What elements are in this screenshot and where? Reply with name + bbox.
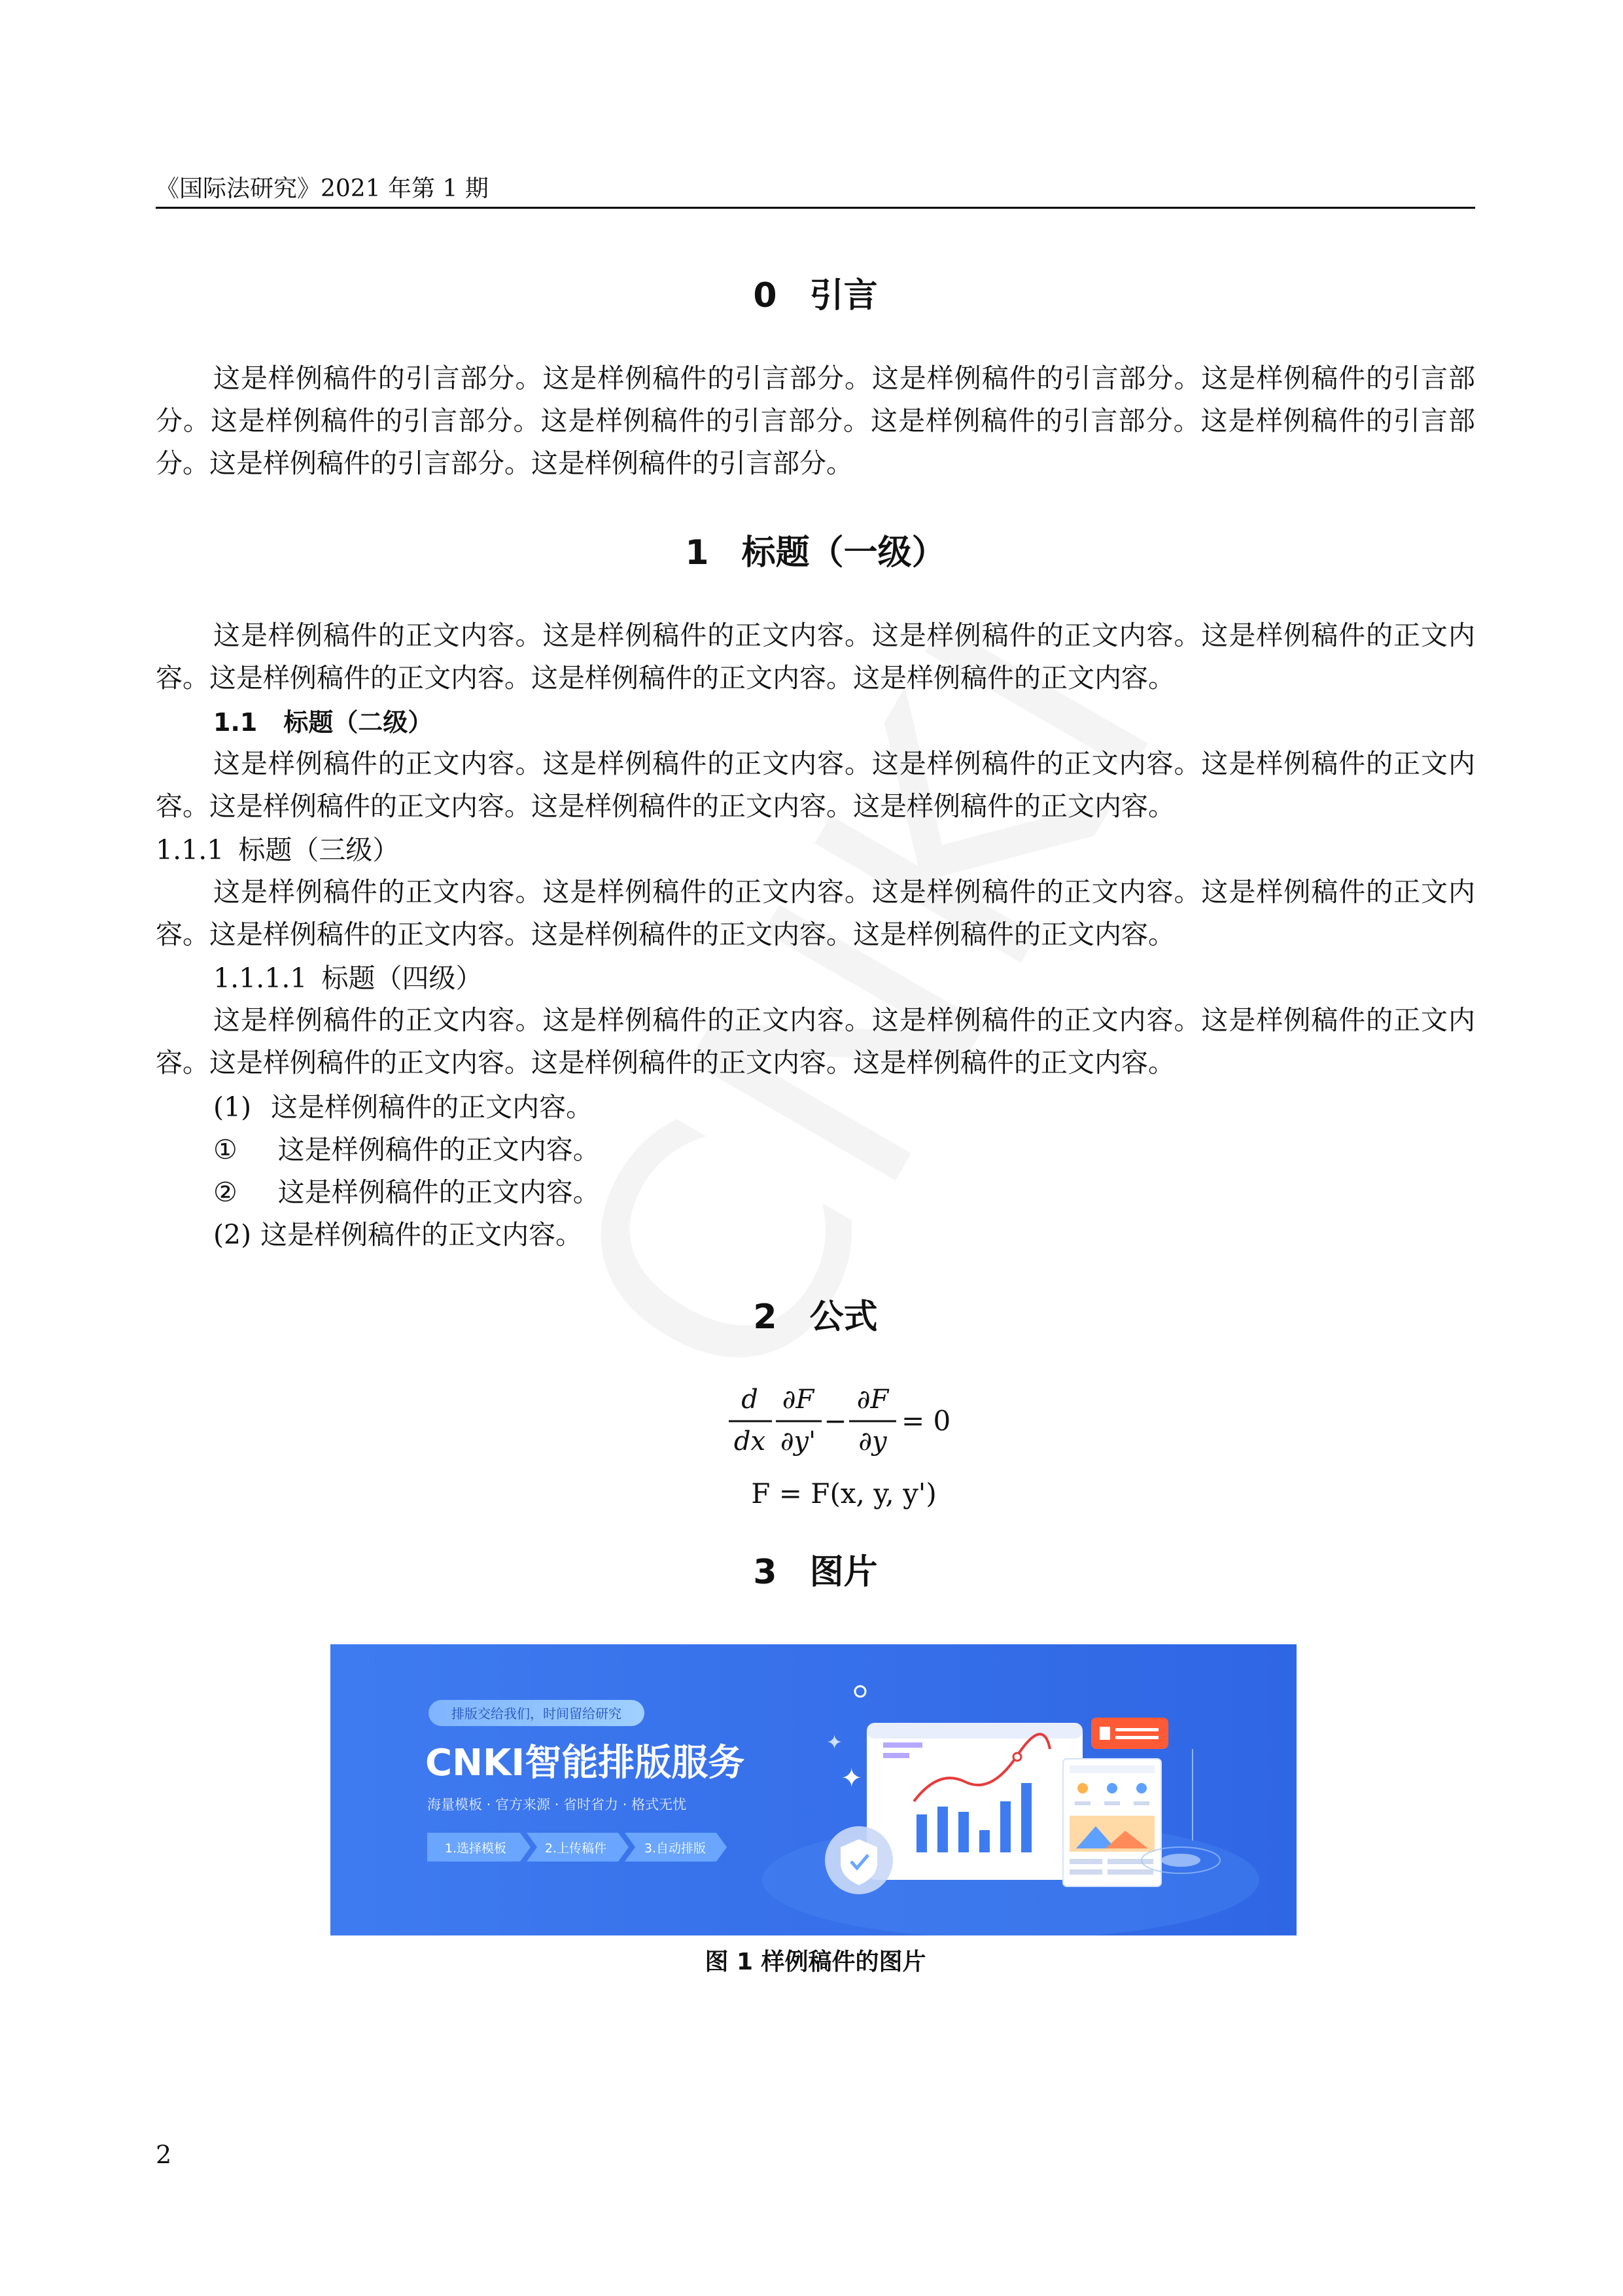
- badge-line: [1115, 1728, 1159, 1731]
- formula-dF2: ∂F: [856, 1385, 889, 1415]
- doc-line: [1070, 1765, 1155, 1773]
- subsection-heading-4: [213, 957, 482, 1000]
- section-heading-1: [156, 530, 1475, 576]
- formula-minus: −: [824, 1405, 847, 1437]
- doc-dot: [1136, 1783, 1147, 1793]
- formula-dy1: ∂y': [780, 1426, 816, 1457]
- badge-line: [1115, 1736, 1159, 1739]
- section-number: 0: [753, 276, 777, 315]
- list-item: [213, 1086, 593, 1129]
- doc-dot: [1077, 1783, 1088, 1793]
- chart-legend-mark: [883, 1742, 922, 1748]
- doc-line: [1070, 1869, 1102, 1875]
- heading-title: 标题（二级）: [283, 708, 433, 737]
- tagline: 排版交给我们，时间留给研究: [451, 1706, 621, 1722]
- section-title: 公式: [809, 1298, 878, 1337]
- chart-bar: [958, 1812, 969, 1852]
- doc-line: [1134, 1801, 1149, 1805]
- monitor-bar: [867, 1723, 1083, 1739]
- heading-number: 1.1: [213, 708, 258, 737]
- cnki-banner-figure: [330, 1644, 1297, 1935]
- heading-number: 1.1.1: [156, 834, 224, 866]
- subsection-heading-2: [213, 701, 432, 744]
- doc-line: [1108, 1869, 1153, 1875]
- chart-bar: [937, 1807, 948, 1852]
- heading-title: 标题（四级）: [321, 963, 483, 994]
- formula-rhs: = 0: [901, 1405, 951, 1437]
- list-marker: (2): [213, 1219, 252, 1250]
- list-marker: ②: [213, 1176, 237, 1208]
- chart-bar: [979, 1830, 990, 1852]
- figure-caption: 图 1 样例稿件的图片: [705, 1949, 926, 1975]
- subsection-heading-3: [156, 829, 399, 872]
- list-item: [213, 1129, 600, 1171]
- chart-bar: [1021, 1783, 1032, 1852]
- step-label: 3.自动排版: [644, 1841, 707, 1856]
- section-number: 3: [753, 1553, 777, 1592]
- list-text: 这是样例稿件的正文内容。: [260, 1219, 583, 1250]
- formula-d: d: [741, 1385, 758, 1415]
- page-number: 2: [156, 2140, 172, 2169]
- chart-bar: [1000, 1801, 1011, 1852]
- list-item: [213, 1171, 600, 1214]
- doc-dot: [1107, 1783, 1117, 1793]
- doc-line: [1075, 1801, 1091, 1805]
- section-title: 图片: [809, 1553, 878, 1592]
- euler-lagrange-formula: [720, 1382, 968, 1519]
- sparkle-star: ✦: [841, 1763, 863, 1793]
- heading-title: 标题（三级）: [238, 834, 400, 866]
- doc-line: [1104, 1801, 1120, 1805]
- section-title: 标题（一级）: [741, 533, 946, 573]
- orbit-core: [1161, 1854, 1200, 1867]
- banner-title: CNKI智能排版服务: [425, 1742, 745, 1784]
- badge-icon: [1100, 1727, 1110, 1740]
- section-heading-3: [156, 1549, 1475, 1595]
- formula-dy2: ∂y: [858, 1426, 887, 1457]
- body-paragraph-4: 这是样例稿件的正文内容。这是样例稿件的正文内容。这是样例稿件的正文内容。这是样例稿件的正文内容。这是样例稿件的正文内容。这是样例稿件的正文内容。这是样例稿件的正文内容。: [156, 1004, 1475, 1078]
- steps-group: [427, 1833, 727, 1862]
- list-text: 这是样例稿件的正文内容。: [271, 1091, 593, 1123]
- doc-line: [1070, 1859, 1102, 1864]
- doc-line: [1108, 1859, 1153, 1864]
- formula-dx: dx: [733, 1426, 766, 1457]
- formula-line-2: F = F(x, y, y'): [751, 1477, 937, 1510]
- section-title: 引言: [809, 276, 878, 315]
- body-paragraph-1: 这是样例稿件的正文内容。这是样例稿件的正文内容。这是样例稿件的正文内容。这是样例稿件的正文内容。这是样例稿件的正文内容。这是样例稿件的正文内容。这是样例稿件的正文内容。: [156, 620, 1475, 694]
- section-heading-intro: [156, 273, 1475, 319]
- body-paragraph-2: 这是样例稿件的正文内容。这是样例稿件的正文内容。这是样例稿件的正文内容。这是样例稿件的正文内容。这是样例稿件的正文内容。这是样例稿件的正文内容。这是样例稿件的正文内容。: [156, 748, 1475, 822]
- intro-paragraph: 这是样例稿件的引言部分。这是样例稿件的引言部分。这是样例稿件的引言部分。这是样例稿件的引言部分。这是样例稿件的引言部分。这是样例稿件的引言部分。这是样例稿件的引言部分。这是样例稿件的引言部分。这是样例稿件的引言部分。这是样例稿件的引言部分。: [156, 362, 1475, 479]
- section-number: 2: [753, 1298, 777, 1337]
- step-label: 1.选择模板: [444, 1841, 507, 1856]
- list-item: [213, 1214, 582, 1256]
- chart-bar: [916, 1814, 927, 1852]
- list-text: 这是样例稿件的正文内容。: [277, 1134, 600, 1165]
- formula-dF1: ∂F: [782, 1385, 814, 1415]
- section-heading-2: [156, 1294, 1475, 1340]
- list-marker: ①: [213, 1134, 237, 1165]
- section-number: 1: [685, 533, 709, 573]
- chart-point: [1013, 1753, 1021, 1761]
- body-paragraph-3: 这是样例稿件的正文内容。这是样例稿件的正文内容。这是样例稿件的正文内容。这是样例稿件的正文内容。这是样例稿件的正文内容。这是样例稿件的正文内容。这是样例稿件的正文内容。: [156, 876, 1475, 950]
- list-text: 这是样例稿件的正文内容。: [277, 1176, 600, 1208]
- step-label: 2.上传稿件: [544, 1841, 607, 1856]
- chart-legend-mark: [883, 1753, 909, 1758]
- journal-title: 《国际法研究》2021 年第 1 期: [156, 175, 489, 202]
- running-header: [156, 171, 1475, 209]
- sparkle-star: ✦: [826, 1731, 843, 1754]
- banner-features: 海量模板 · 官方来源 · 省时省力 · 格式无忧: [427, 1797, 687, 1812]
- heading-number: 1.1.1.1: [213, 963, 307, 994]
- list-marker: (1): [213, 1091, 252, 1123]
